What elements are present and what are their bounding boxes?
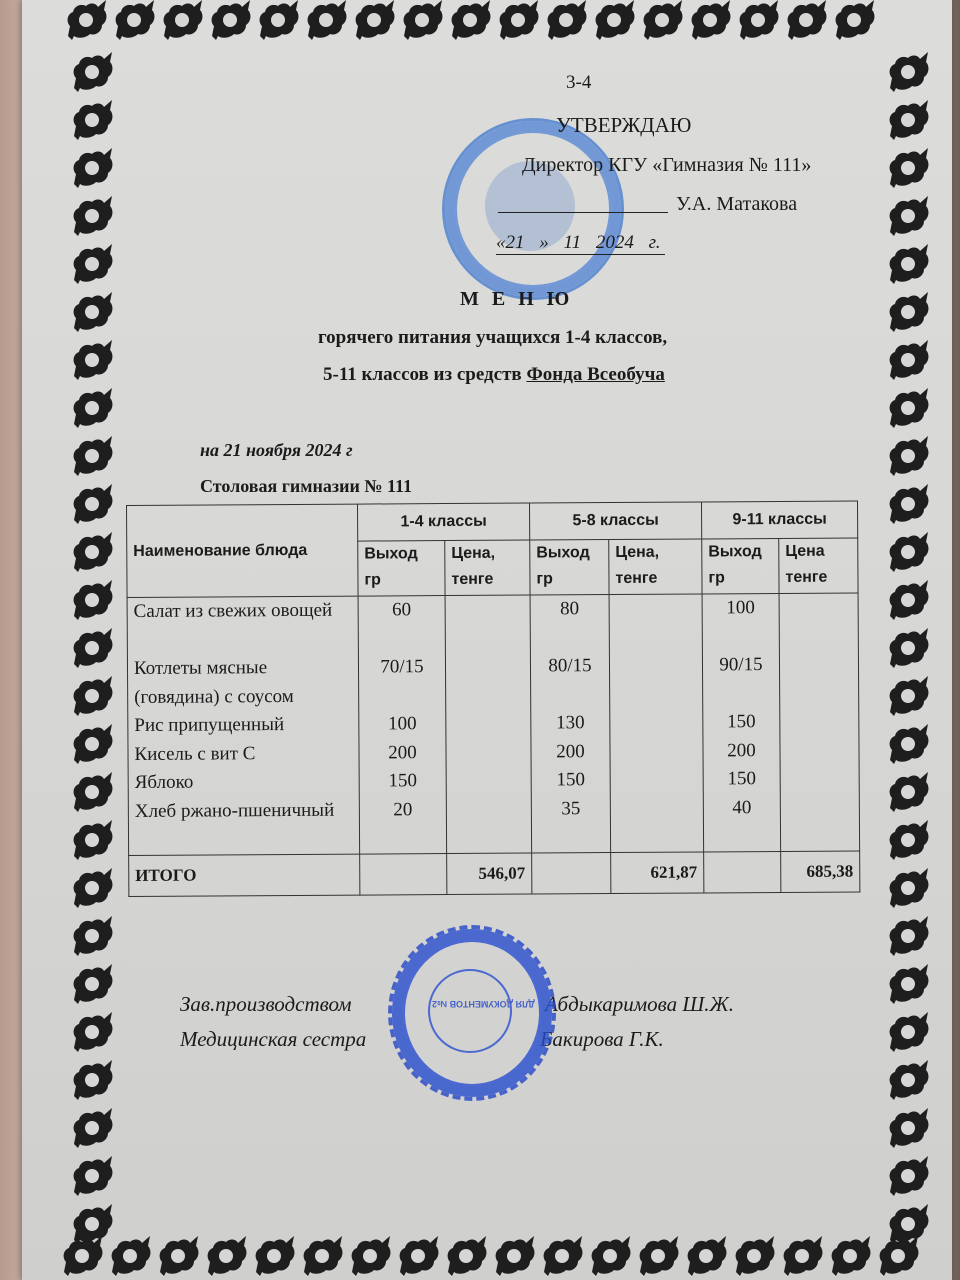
yield-value: 70/15 (380, 656, 424, 678)
ornament-icon (68, 432, 116, 480)
ornament-icon (158, 0, 206, 44)
ornament-icon (884, 864, 932, 912)
yield-value: 150 (727, 768, 756, 790)
menu-table (126, 501, 860, 897)
group-header-9-11: 9-11 классы (701, 501, 857, 539)
ornament-icon (884, 144, 932, 192)
ornament-icon (68, 192, 116, 240)
yield-value: 80/15 (548, 655, 592, 677)
ornament-icon (346, 1232, 394, 1280)
ornament-icon (884, 1104, 932, 1152)
ornament-icon (638, 0, 686, 44)
ornament-icon (884, 480, 932, 528)
dish-name: Яблоко (134, 771, 194, 793)
price-cell-1-4 (445, 595, 532, 853)
ornament-icon (68, 672, 116, 720)
yield-value: 200 (556, 740, 585, 762)
ornament-icon (250, 1232, 298, 1280)
director-title: Директор КГУ «Гимназия № 111» (522, 154, 812, 176)
ornament-icon (686, 0, 734, 44)
group-header-5-8: 5-8 классы (529, 502, 701, 540)
ornament-icon (68, 1200, 116, 1248)
yield-value: 20 (393, 798, 413, 820)
ornament-border-top (62, 0, 878, 44)
dish-names-cell (127, 596, 360, 855)
yield-value: 35 (561, 797, 581, 819)
ornament-icon (494, 0, 542, 44)
subtitle-line-1: горячего питания учащихся 1-4 классов, (318, 327, 668, 348)
ornament-icon (884, 576, 932, 624)
ornament-icon (884, 96, 932, 144)
ornament-icon (490, 1232, 538, 1280)
total-yield-5-8 (532, 852, 611, 893)
ornament-icon (884, 240, 932, 288)
yield-value: 150 (727, 711, 756, 733)
ornament-icon (538, 1232, 586, 1280)
ornament-icon (68, 384, 116, 432)
ornament-icon (884, 624, 932, 672)
subtitle-line-2 (323, 364, 665, 386)
ornament-icon (884, 432, 932, 480)
ornament-icon (634, 1232, 682, 1280)
ornament-icon (68, 1056, 116, 1104)
ornament-icon (884, 1152, 932, 1200)
yield-value: 40 (732, 796, 752, 818)
ornament-icon (62, 0, 110, 44)
ornament-icon (68, 768, 116, 816)
yield-value: 200 (388, 741, 417, 763)
ornament-icon (884, 528, 932, 576)
yield-cell-9-11 (702, 594, 781, 852)
ornament-icon (394, 1232, 442, 1280)
fund-name: Фонда Всеобуча (526, 364, 665, 385)
dish-name: Хлеб ржано-пшеничный (134, 799, 335, 822)
seal-center-icon (428, 969, 512, 1053)
price-cell-9-11 (779, 593, 860, 851)
dish-name: Котлеты мясные (говядина) с соусом (133, 657, 294, 708)
ornament-icon (586, 1232, 634, 1280)
ornament-icon (68, 240, 116, 288)
price-cell-5-8 (609, 594, 704, 852)
ornament-icon (398, 0, 446, 44)
total-price-9-11: 685,38 (781, 851, 860, 892)
ornament-icon (302, 0, 350, 44)
ornament-icon (884, 288, 932, 336)
signature-role-production: Зав.производством (180, 992, 352, 1016)
ornament-icon (68, 48, 116, 96)
yield-value: 100 (726, 597, 755, 619)
ornament-icon (68, 576, 116, 624)
ornament-icon (446, 0, 494, 44)
table-row-total (129, 851, 860, 896)
ornament-icon (350, 0, 398, 44)
ornament-icon (68, 288, 116, 336)
menu-date: на 21 ноября 2024 г (200, 440, 353, 460)
ornament-icon (590, 0, 638, 44)
ornament-icon (202, 1232, 250, 1280)
yield-value: 200 (727, 739, 756, 761)
dish-name: Салат из свежих овощей (133, 599, 333, 622)
ornament-icon (884, 672, 932, 720)
subheader-yield: Выход гр (530, 540, 609, 595)
ornament-icon (206, 0, 254, 44)
ornament-icon (778, 1232, 826, 1280)
ornament-icon (442, 1232, 490, 1280)
ornament-icon (884, 1200, 932, 1248)
dish-name: Кисель с вит С (134, 742, 256, 765)
approval-date: «21 » 11 2024 г. (496, 232, 665, 255)
ornament-icon (68, 864, 116, 912)
subheader-price: Цена, тенге (445, 540, 530, 596)
ornament-icon (830, 0, 878, 44)
ornament-icon (68, 96, 116, 144)
ornament-border-right (884, 48, 932, 1248)
yield-cell-5-8 (530, 595, 611, 853)
document-title: М Е Н Ю (460, 288, 574, 310)
ornament-icon (884, 816, 932, 864)
total-price-1-4: 546,07 (447, 853, 532, 895)
ornament-icon (884, 48, 932, 96)
ornament-icon (68, 480, 116, 528)
yield-value: 80 (560, 598, 580, 620)
page-number: 3-4 (566, 72, 592, 93)
ornament-icon (682, 1232, 730, 1280)
ornament-icon (884, 960, 932, 1008)
column-header-dish: Наименование блюда (127, 504, 359, 597)
ornament-icon (884, 384, 932, 432)
ornament-icon (884, 1008, 932, 1056)
subheader-yield: Выход гр (358, 541, 445, 597)
ornament-icon (68, 912, 116, 960)
yield-cell-1-4 (358, 596, 447, 854)
ornament-icon (298, 1232, 346, 1280)
ornament-icon (68, 1152, 116, 1200)
table-row-dishes (127, 593, 860, 855)
yield-value: 150 (388, 770, 418, 792)
ornament-icon (68, 720, 116, 768)
ornament-icon (68, 144, 116, 192)
caterer-seal-stamp (388, 925, 556, 1101)
ornament-icon (154, 1232, 202, 1280)
subtitle-prefix: 5-11 классов из средств (323, 364, 527, 385)
dish-name: Рис припущенный (134, 714, 285, 736)
ornament-icon (884, 1056, 932, 1104)
total-price-5-8: 621,87 (611, 851, 704, 893)
ornament-icon (884, 912, 932, 960)
ornament-icon (68, 816, 116, 864)
signature-line (498, 190, 668, 213)
canteen-name: Столовая гимназии № 111 (200, 476, 412, 496)
subheader-yield: Выход гр (702, 539, 779, 594)
yield-value: 90/15 (719, 654, 763, 676)
yield-value: 150 (556, 769, 586, 791)
group-header-1-4: 1-4 классы (357, 503, 529, 541)
ornament-icon (254, 0, 302, 44)
ornament-icon (884, 720, 932, 768)
ornament-icon (68, 1104, 116, 1152)
ornament-icon (68, 528, 116, 576)
stamp-label: ДЛЯ ДОКУМЕНТОВ №2 (432, 999, 535, 1009)
signature-name-production: Абдыкаримова Ш.Ж. (545, 992, 734, 1016)
ornament-icon (826, 1232, 874, 1280)
director-name: У.А. Матакова (676, 193, 798, 215)
ornament-icon (884, 768, 932, 816)
ornament-icon (68, 624, 116, 672)
subheader-price: Цена тенге (779, 538, 858, 593)
ornament-icon (68, 1008, 116, 1056)
ornament-icon (884, 336, 932, 384)
ornament-icon (782, 0, 830, 44)
total-yield-1-4 (360, 853, 447, 895)
total-yield-9-11 (704, 851, 781, 892)
signature-role-nurse: Медицинская сестра (180, 1027, 367, 1051)
yield-value: 130 (556, 712, 585, 734)
ornament-icon (110, 0, 158, 44)
ornament-border-left (68, 48, 116, 1248)
ornament-border-bottom (58, 1232, 922, 1280)
signature-name-nurse: Бакирова Г.К. (540, 1027, 664, 1051)
ornament-icon (68, 960, 116, 1008)
ornament-icon (884, 192, 932, 240)
subheader-price: Цена, тенге (609, 539, 702, 595)
ornament-icon (730, 1232, 778, 1280)
ornament-icon (68, 336, 116, 384)
total-label: ИТОГО (129, 854, 360, 896)
approval-heading: УТВЕРЖДАЮ (556, 113, 692, 137)
ornament-icon (542, 0, 590, 44)
yield-value: 100 (388, 713, 417, 735)
ornament-icon (734, 0, 782, 44)
yield-value: 60 (392, 599, 412, 621)
